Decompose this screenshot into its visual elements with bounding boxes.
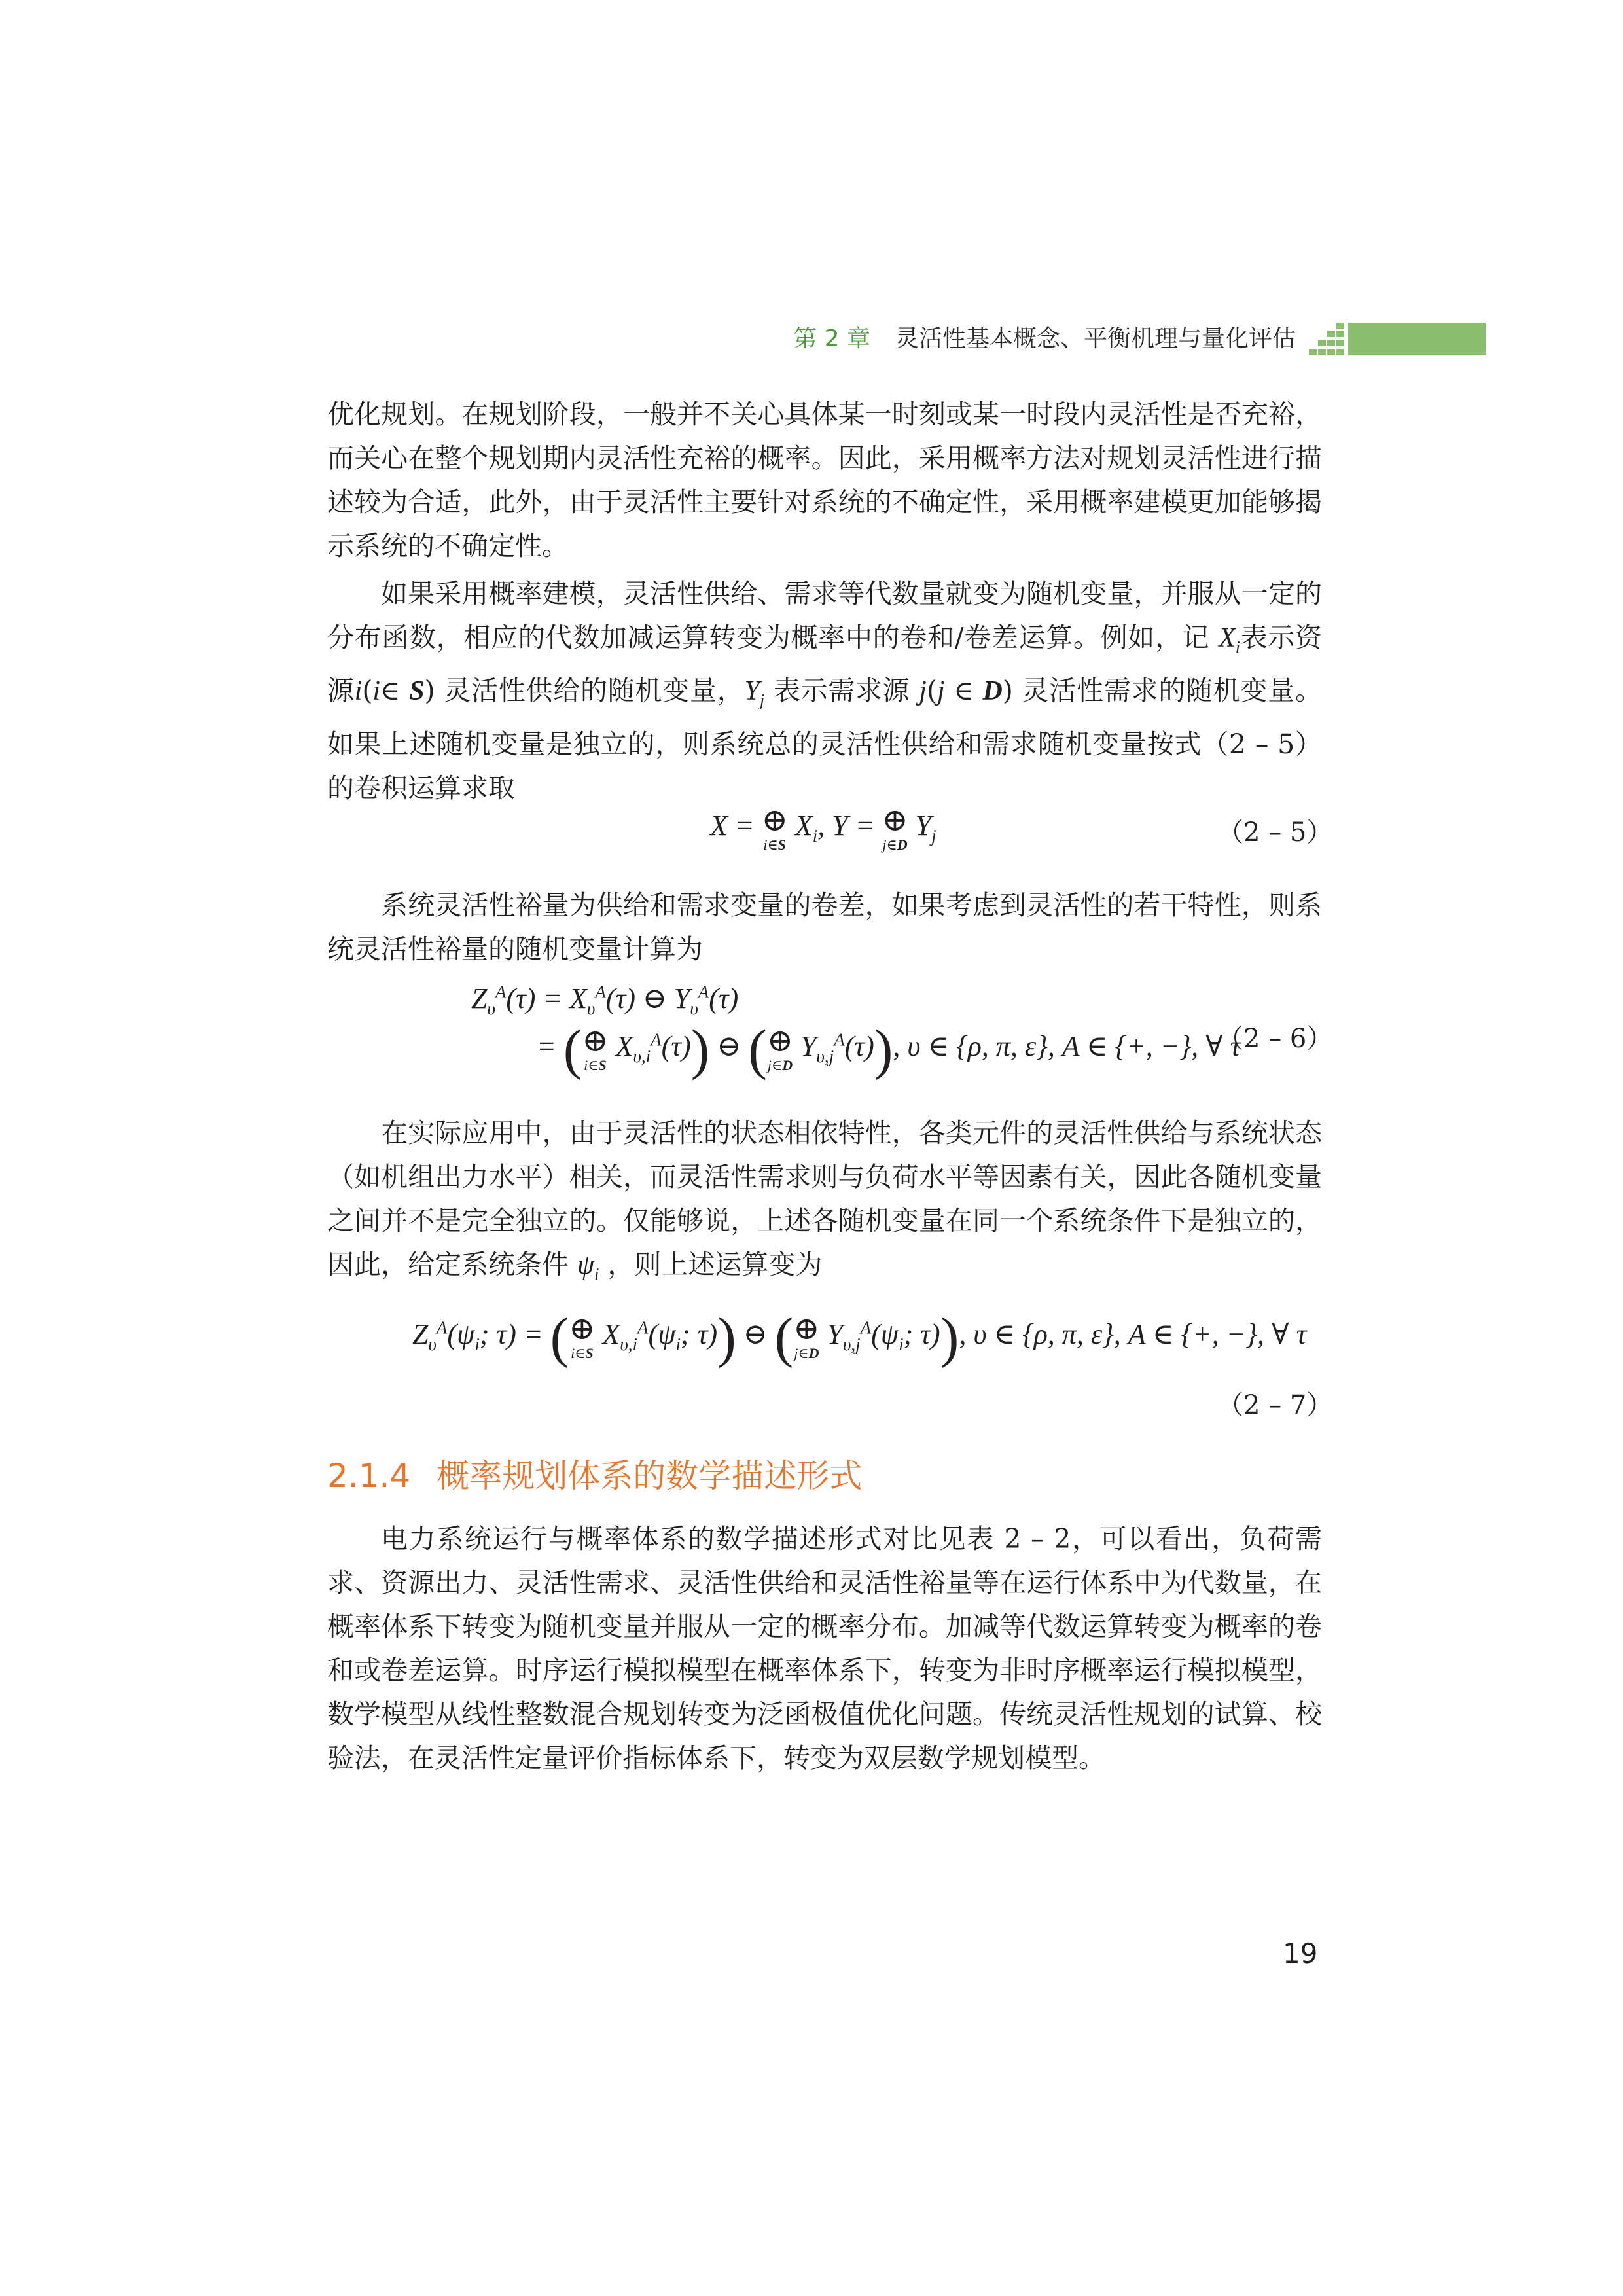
paragraph-text: 如果采用概率建模，灵活性供给、需求等代数量就变为随机变量，并服从一定的分布函数，相应的代数加减运算转变为概率中的卷和/卷差运算。例如，记 $X_i$表示资源i(i∈ S) 灵活性供给的随机变量，$Y_j$ 表示需求源 j(j ∈ D) 灵活性需求的随机变量。如果上述随机变量是独立的，则系统总的灵活性供给和需求随机变量按式（2 – 5）的卷积运算求取 (327, 578, 1323, 804)
paragraph-text-part: 表示需求源 (773, 675, 910, 707)
paragraph-text-part: 灵活性供给的随机变量， (444, 675, 745, 707)
running-header (793, 322, 1296, 356)
math-psi-i: $\psi_i$ (577, 1250, 599, 1284)
math-y-j: $Y_j$ (744, 676, 765, 710)
paragraph-text (327, 1111, 1322, 1296)
paragraph-text: 优化规划。在规划阶段，一般并不关心具体某一时刻或某一时段内灵活性是否充裕，而关心在整个规划期内灵活性充裕的概率。因此，采用概率方法对规划灵活性进行描述较为合适，此外，由于灵活性主要针对系统的不确定性，采用概率建模更加能够揭示系统的不确定性。 (327, 399, 1322, 562)
paragraph-4 (327, 1111, 1322, 1296)
paragraph-text-part: 灵活性需求的随机变量。如果上述随机变量是独立的，则系统总的灵活性供给和需求随机变量按式（2 – 5）的卷积运算求取 (327, 675, 1323, 804)
page-number: 19 (1283, 1937, 1318, 1969)
header-color-bar (1348, 323, 1486, 355)
math-x-i: $X_i$ (1219, 623, 1240, 657)
paragraph-text: 系统灵活性裕量为供给和需求变量的卷差，如果考虑到灵活性的若干特性，则系统灵活性裕量的随机变量计算为 (327, 889, 1322, 965)
paragraph-text-part: 在实际应用中，由于灵活性的状态相依特性，各类元件的灵活性供给与系统状态（如机组出力水平）相关，而灵活性需求则与负荷水平等因素有关，因此各随机变量之间并不是完全独立的。仅能够说，上述各随机变量在同一个系统条件下是独立的，因此，给定系统条件 (327, 1117, 1322, 1280)
equation-2-6-line-2: = ( ⊕ i∈S $X_{\upsilon,i}^A(\tau)$) ⊖ ( ⊕ j∈D $Y_{\upsilon,j}^A(\tau)$), υ ∈ {ρ, π, ε}, A ∈ {+, −}, ∀ τ (537, 1018, 1241, 1081)
section-heading (327, 1450, 862, 1497)
paragraph-text-part: 表示资源 (327, 622, 1323, 707)
equation-2-6-line-1: $Z_\upsilon^A(\tau) = X_\upsilon^A(\tau)$ ⊖ $Y_\upsilon^A(\tau)$ (471, 982, 739, 1018)
equation-2-5: X = ⊕ i∈S $X_i$, Y = ⊕ j∈D $Y_j$ (710, 803, 936, 853)
section-title: 概率规划体系的数学描述形式 (437, 1457, 863, 1495)
equation-number: （2 – 5） (1217, 817, 1333, 848)
section-number: 2.1.4 (327, 1457, 411, 1495)
paragraph-1 (327, 393, 1322, 568)
paragraph-text-part: ，则上述运算变为 (607, 1249, 823, 1280)
equation-2-7: $Z_\upsilon^A(\psi_i$; τ) = ( ⊕ i∈S $X_{\upsilon,i}^A(\psi_i$; τ)) ⊖ ( ⊕ j∈D $Y_{\upsilon,j}^A(\psi_i$; τ)), υ ∈ {ρ, π, ε}, A ∈ {+, −}, ∀ τ (412, 1306, 1307, 1369)
math-i-in-s: i (354, 676, 363, 707)
chapter-title: 灵活性基本概念、平衡机理与量化评估 (895, 325, 1296, 352)
paragraph-text-part: 如果采用概率建模，灵活性供给、需求等代数量就变为随机变量，并服从一定的分布函数，相应的代数加减运算转变为概率中的卷和/卷差运算。例如，记 (327, 578, 1322, 653)
paragraph-5 (327, 1517, 1322, 1780)
paragraph-3 (327, 884, 1322, 971)
equation-number: （2 – 7） (1217, 1390, 1333, 1420)
paragraph-2 (327, 572, 1322, 810)
equation-number: （2 – 6） (1217, 1024, 1333, 1054)
paragraph-text: 电力系统运行与概率体系的数学描述形式对比见表 2 – 2，可以看出，负荷需求、资源出力、灵活性需求、灵活性供给和灵活性裕量等在运行体系中为代数量，在概率体系下转变为随机变量并服从一定的概率分布。加减等代数运算转变为概率的卷和或卷差运算。时序运行模拟模型在概率体系下，转变为非时序概率运行模拟模型，数学模型从线性整数混合规划转变为泛函极值优化问题。传统灵活性规划的试算、校验法，在灵活性定量评价指标体系下，转变为双层数学规划模型。 (327, 1523, 1322, 1774)
math-j-in-d: j (919, 676, 927, 707)
chapter-label: 第 2 章 (793, 325, 870, 352)
